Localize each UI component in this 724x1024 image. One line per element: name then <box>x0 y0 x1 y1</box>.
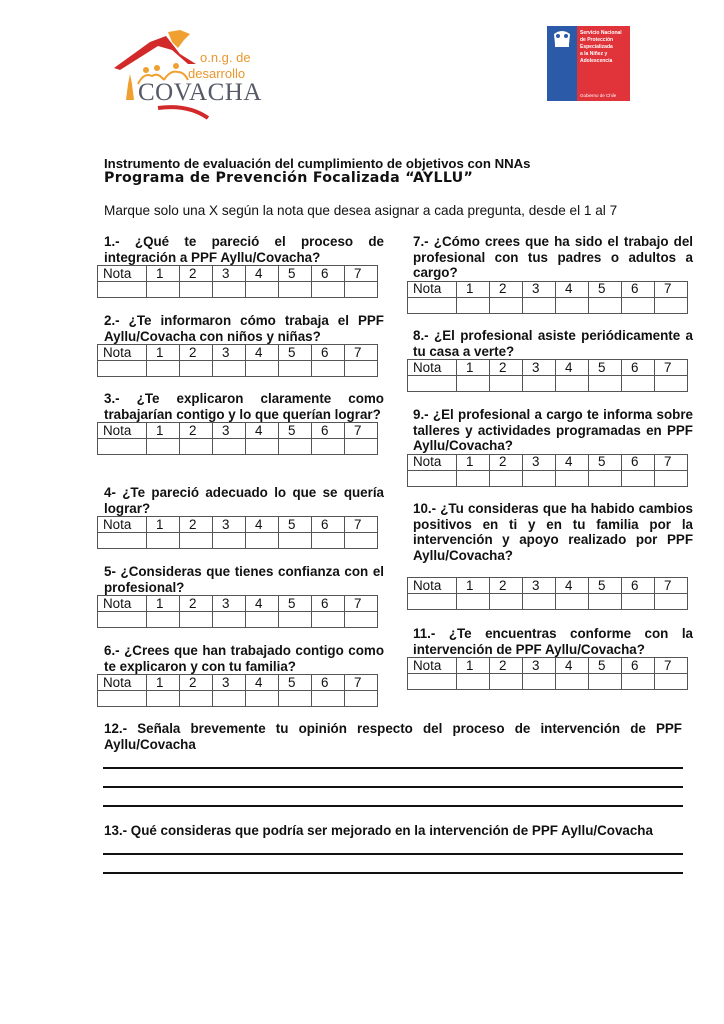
question-text: 3.- ¿Te explicaron claramente como trabajarían contigo y lo que querían lograr? <box>104 391 384 422</box>
mark-cell-1[interactable] <box>147 439 180 455</box>
question-3 <box>104 391 384 455</box>
mark-cell-1[interactable] <box>457 376 490 392</box>
grade-table <box>407 454 688 487</box>
grade-header-row <box>98 266 378 282</box>
grade-label-1: 1 <box>147 266 180 282</box>
mark-cell-3[interactable] <box>523 470 556 486</box>
grade-label-6: 6 <box>622 360 655 376</box>
svg-text:Servicio Nacional: Servicio Nacional <box>580 30 622 36</box>
mark-cell-empty <box>98 439 147 455</box>
svg-text:o.n.g. de: o.n.g. de <box>200 50 251 65</box>
grade-table <box>97 422 378 455</box>
question-text: 2.- ¿Te informaron cómo trabaja el PPF Ayllu/Covacha con niños y niñas? <box>104 313 384 344</box>
mark-cell-1[interactable] <box>457 594 490 610</box>
mark-cell-6[interactable] <box>312 439 345 455</box>
grade-table <box>97 674 378 707</box>
answer-line-12-2[interactable] <box>103 786 683 788</box>
grade-mark-row <box>98 282 378 298</box>
grade-header-row <box>408 454 688 470</box>
question-1 <box>104 234 384 298</box>
mark-cell-7[interactable] <box>655 297 688 313</box>
question-text: 4- ¿Te pareció adecuado lo que se quería lograr? <box>104 485 384 516</box>
grade-label-7: 7 <box>655 658 688 674</box>
mark-cell-2[interactable] <box>490 594 523 610</box>
grade-header-row <box>98 596 378 612</box>
grade-label-6: 6 <box>312 596 345 612</box>
mark-cell-2[interactable] <box>490 376 523 392</box>
svg-text:desarrollo: desarrollo <box>188 66 246 81</box>
nota-label: Nota <box>98 596 147 612</box>
grade-label-3: 3 <box>213 266 246 282</box>
mark-cell-5[interactable] <box>279 282 312 298</box>
grade-label-7: 7 <box>345 675 378 691</box>
mark-cell-empty <box>98 691 147 707</box>
grade-label-3: 3 <box>523 281 556 297</box>
mark-cell-empty <box>408 470 457 486</box>
svg-text:Especializada: Especializada <box>580 44 613 50</box>
answer-line-12-1[interactable] <box>103 767 683 769</box>
question-text: 1.- ¿Qué te pareció el proceso de integración a PPF Ayllu/Covacha? <box>104 234 384 265</box>
grade-label-1: 1 <box>147 423 180 439</box>
grade-label-2: 2 <box>180 596 213 612</box>
mark-cell-5[interactable] <box>589 376 622 392</box>
mark-cell-empty <box>98 533 147 549</box>
mark-cell-empty <box>98 612 147 628</box>
grade-label-3: 3 <box>213 596 246 612</box>
question-10 <box>413 501 693 610</box>
mark-cell-7[interactable] <box>345 612 378 628</box>
grade-label-6: 6 <box>312 266 345 282</box>
mark-cell-7[interactable] <box>655 376 688 392</box>
grade-label-4: 4 <box>246 423 279 439</box>
grade-label-5: 5 <box>279 423 312 439</box>
mark-cell-2[interactable] <box>180 282 213 298</box>
nota-label: Nota <box>98 423 147 439</box>
mark-cell-4[interactable] <box>556 376 589 392</box>
mark-cell-2[interactable] <box>490 674 523 690</box>
grade-label-4: 4 <box>556 360 589 376</box>
grade-label-2: 2 <box>180 345 213 361</box>
mark-cell-3[interactable] <box>213 439 246 455</box>
grade-label-5: 5 <box>589 578 622 594</box>
grade-label-2: 2 <box>180 517 213 533</box>
grade-label-5: 5 <box>279 596 312 612</box>
question-text: 7.- ¿Cómo crees que ha sido el trabajo del profesional con tus padres o adultos a cargo? <box>413 234 693 280</box>
grade-label-7: 7 <box>345 423 378 439</box>
mark-cell-7[interactable] <box>345 691 378 707</box>
grade-table <box>97 595 378 628</box>
svg-text:de Protección: de Protección <box>580 37 614 43</box>
question-9 <box>413 407 693 487</box>
mark-cell-4[interactable] <box>556 297 589 313</box>
question-text: 8.- ¿El profesional asiste periódicamente a tu casa a verte? <box>413 328 693 359</box>
mark-cell-4[interactable] <box>246 612 279 628</box>
mark-cell-7[interactable] <box>655 594 688 610</box>
grade-table <box>97 344 378 377</box>
grade-label-7: 7 <box>345 266 378 282</box>
grade-label-1: 1 <box>147 596 180 612</box>
answer-line-12-3[interactable] <box>103 805 683 807</box>
mark-cell-2[interactable] <box>180 612 213 628</box>
question-6 <box>104 643 384 707</box>
mark-cell-empty <box>408 674 457 690</box>
svg-text:COVACHA: COVACHA <box>138 79 262 106</box>
mark-cell-6[interactable] <box>312 612 345 628</box>
grade-label-4: 4 <box>246 266 279 282</box>
grade-label-2: 2 <box>490 454 523 470</box>
mark-cell-3[interactable] <box>213 691 246 707</box>
answer-line-13-2[interactable] <box>103 872 683 874</box>
mark-cell-empty <box>98 361 147 377</box>
mark-cell-6[interactable] <box>622 470 655 486</box>
mark-cell-7[interactable] <box>345 533 378 549</box>
grade-label-7: 7 <box>345 345 378 361</box>
grade-label-2: 2 <box>180 266 213 282</box>
grade-label-5: 5 <box>279 266 312 282</box>
grade-label-1: 1 <box>457 578 490 594</box>
answer-line-13-1[interactable] <box>103 853 683 855</box>
mark-cell-3[interactable] <box>523 594 556 610</box>
mark-cell-3[interactable] <box>213 612 246 628</box>
grade-header-row <box>408 578 688 594</box>
grade-label-5: 5 <box>279 517 312 533</box>
instructions-text: Marque solo una X según la nota que desea asignar a cada pregunta, desde el 1 al 7 <box>104 203 618 218</box>
mark-cell-3[interactable] <box>213 533 246 549</box>
grade-header-row <box>408 360 688 376</box>
question-11 <box>413 626 693 690</box>
grade-mark-row <box>408 674 688 690</box>
nota-label: Nota <box>408 658 457 674</box>
grade-mark-row <box>408 297 688 313</box>
grade-label-5: 5 <box>589 360 622 376</box>
grade-label-7: 7 <box>655 454 688 470</box>
program-subtitle: Programa de Prevención Focalizada “AYLLU” <box>104 170 474 186</box>
nota-label: Nota <box>408 454 457 470</box>
grade-label-3: 3 <box>213 345 246 361</box>
grade-label-4: 4 <box>556 658 589 674</box>
grade-label-1: 1 <box>457 454 490 470</box>
mark-cell-4[interactable] <box>246 439 279 455</box>
grade-label-1: 1 <box>457 360 490 376</box>
grade-label-2: 2 <box>490 658 523 674</box>
grade-label-1: 1 <box>147 675 180 691</box>
grade-label-2: 2 <box>180 675 213 691</box>
grade-label-4: 4 <box>556 454 589 470</box>
mark-cell-3[interactable] <box>213 282 246 298</box>
grade-mark-row <box>408 594 688 610</box>
question-text: 5- ¿Consideras que tienes confianza con el profesional? <box>104 564 384 595</box>
grade-label-4: 4 <box>556 281 589 297</box>
grade-label-3: 3 <box>213 423 246 439</box>
grade-table <box>97 516 378 549</box>
grade-label-4: 4 <box>246 517 279 533</box>
mark-cell-4[interactable] <box>246 361 279 377</box>
mark-cell-5[interactable] <box>589 470 622 486</box>
grade-label-5: 5 <box>279 345 312 361</box>
question-text: 11.- ¿Te encuentras conforme con la intervención de PPF Ayllu/Covacha? <box>413 626 693 657</box>
grade-mark-row <box>98 361 378 377</box>
grade-label-6: 6 <box>622 454 655 470</box>
mark-cell-4[interactable] <box>556 470 589 486</box>
mark-cell-6[interactable] <box>312 533 345 549</box>
grade-mark-row <box>98 612 378 628</box>
grade-label-2: 2 <box>490 281 523 297</box>
mark-cell-1[interactable] <box>147 612 180 628</box>
question-text: 6.- ¿Crees que han trabajado contigo como te explicaron y con tu familia? <box>104 643 384 674</box>
mark-cell-empty <box>408 376 457 392</box>
grade-label-7: 7 <box>655 578 688 594</box>
question-12 <box>104 721 682 753</box>
grade-header-row <box>98 517 378 533</box>
question-2 <box>104 313 384 377</box>
mark-cell-2[interactable] <box>180 691 213 707</box>
mark-cell-6[interactable] <box>622 674 655 690</box>
grade-label-6: 6 <box>622 658 655 674</box>
question-7 <box>413 234 693 314</box>
grade-header-row <box>408 281 688 297</box>
mark-cell-6[interactable] <box>622 594 655 610</box>
grade-label-6: 6 <box>312 423 345 439</box>
grade-label-3: 3 <box>213 517 246 533</box>
grade-label-3: 3 <box>523 578 556 594</box>
svg-text:Gobierno de Chile: Gobierno de Chile <box>580 93 617 98</box>
grade-header-row <box>98 345 378 361</box>
grade-label-6: 6 <box>312 517 345 533</box>
mark-cell-6[interactable] <box>312 691 345 707</box>
mark-cell-7[interactable] <box>345 439 378 455</box>
grade-label-1: 1 <box>457 658 490 674</box>
mark-cell-2[interactable] <box>180 361 213 377</box>
grade-header-row <box>408 658 688 674</box>
grade-mark-row <box>98 533 378 549</box>
mark-cell-2[interactable] <box>490 470 523 486</box>
mark-cell-5[interactable] <box>279 361 312 377</box>
mark-cell-7[interactable] <box>655 470 688 486</box>
mark-cell-6[interactable] <box>622 376 655 392</box>
grade-label-2: 2 <box>490 360 523 376</box>
nota-label: Nota <box>408 281 457 297</box>
grade-label-7: 7 <box>345 517 378 533</box>
mark-cell-1[interactable] <box>147 533 180 549</box>
grade-label-4: 4 <box>246 675 279 691</box>
grade-label-1: 1 <box>457 281 490 297</box>
grade-label-6: 6 <box>622 281 655 297</box>
nota-label: Nota <box>408 360 457 376</box>
grade-label-6: 6 <box>312 675 345 691</box>
grade-label-2: 2 <box>180 423 213 439</box>
svg-text:a la Niñez y: a la Niñez y <box>580 51 608 57</box>
mark-cell-3[interactable] <box>523 674 556 690</box>
grade-table <box>407 657 688 690</box>
mark-cell-5[interactable] <box>279 439 312 455</box>
mark-cell-1[interactable] <box>147 691 180 707</box>
mark-cell-6[interactable] <box>312 361 345 377</box>
grade-label-5: 5 <box>589 658 622 674</box>
grade-label-4: 4 <box>246 596 279 612</box>
question-4 <box>104 485 384 549</box>
grade-table <box>407 359 688 392</box>
grade-label-5: 5 <box>589 281 622 297</box>
mark-cell-4[interactable] <box>246 691 279 707</box>
mark-cell-2[interactable] <box>180 533 213 549</box>
mark-cell-1[interactable] <box>457 470 490 486</box>
grade-label-7: 7 <box>655 281 688 297</box>
mark-cell-4[interactable] <box>556 674 589 690</box>
mark-cell-1[interactable] <box>457 297 490 313</box>
mark-cell-2[interactable] <box>490 297 523 313</box>
mark-cell-1[interactable] <box>147 361 180 377</box>
grade-mark-row <box>98 439 378 455</box>
mark-cell-6[interactable] <box>622 297 655 313</box>
nota-label: Nota <box>98 517 147 533</box>
mark-cell-5[interactable] <box>279 612 312 628</box>
grade-label-5: 5 <box>279 675 312 691</box>
mark-cell-7[interactable] <box>345 282 378 298</box>
question-5 <box>104 564 384 628</box>
mark-cell-5[interactable] <box>279 533 312 549</box>
grade-label-6: 6 <box>312 345 345 361</box>
grade-label-3: 3 <box>523 360 556 376</box>
mark-cell-empty <box>408 594 457 610</box>
svg-text:Adolescencia: Adolescencia <box>580 58 613 64</box>
mark-cell-empty <box>98 282 147 298</box>
grade-label-3: 3 <box>213 675 246 691</box>
grade-label-2: 2 <box>490 578 523 594</box>
covacha-house-icon <box>108 28 278 120</box>
grade-label-1: 1 <box>147 345 180 361</box>
document-title: Instrumento de evaluación del cumplimiento de objetivos con NNAs <box>104 156 531 171</box>
grade-table <box>407 577 688 610</box>
grade-label-3: 3 <box>523 454 556 470</box>
grade-label-6: 6 <box>622 578 655 594</box>
covacha-logo <box>108 28 278 120</box>
mark-cell-5[interactable] <box>589 674 622 690</box>
mark-cell-7[interactable] <box>655 674 688 690</box>
question-text: 10.- ¿Tu consideras que ha habido cambios positivos en ti y en tu familia por la intervención y apoyo realizado por PPF Ayllu/Covacha? <box>413 501 693 563</box>
grade-header-row <box>98 675 378 691</box>
mark-cell-empty <box>408 297 457 313</box>
grade-label-4: 4 <box>246 345 279 361</box>
grade-table <box>97 265 378 298</box>
grade-label-5: 5 <box>589 454 622 470</box>
grade-mark-row <box>98 691 378 707</box>
grade-label-7: 7 <box>655 360 688 376</box>
coat-of-arms-icon <box>547 26 630 101</box>
grade-label-3: 3 <box>523 658 556 674</box>
grade-label-7: 7 <box>345 596 378 612</box>
question-text: 9.- ¿El profesional a cargo te informa sobre talleres y actividades programadas en PPF Ayllu/Covacha? <box>413 407 693 453</box>
gobierno-chile-logo <box>547 26 630 101</box>
mark-cell-4[interactable] <box>556 594 589 610</box>
mark-cell-7[interactable] <box>345 361 378 377</box>
nota-label: Nota <box>98 345 147 361</box>
mark-cell-4[interactable] <box>246 282 279 298</box>
mark-cell-5[interactable] <box>279 691 312 707</box>
question-8 <box>413 328 693 392</box>
mark-cell-3[interactable] <box>213 361 246 377</box>
nota-label: Nota <box>408 578 457 594</box>
grade-label-1: 1 <box>147 517 180 533</box>
mark-cell-5[interactable] <box>589 594 622 610</box>
grade-table <box>407 281 688 314</box>
nota-label: Nota <box>98 266 147 282</box>
question-text: 13.- Qué consideras que podría ser mejorado en la intervención de PPF Ayllu/Covacha <box>104 823 653 838</box>
grade-mark-row <box>408 376 688 392</box>
mark-cell-6[interactable] <box>312 282 345 298</box>
mark-cell-3[interactable] <box>523 297 556 313</box>
mark-cell-4[interactable] <box>246 533 279 549</box>
mark-cell-5[interactable] <box>589 297 622 313</box>
mark-cell-3[interactable] <box>523 376 556 392</box>
grade-label-4: 4 <box>556 578 589 594</box>
question-13 <box>104 823 682 839</box>
mark-cell-1[interactable] <box>147 282 180 298</box>
mark-cell-2[interactable] <box>180 439 213 455</box>
mark-cell-1[interactable] <box>457 674 490 690</box>
question-text: 12.- Señala brevemente tu opinión respecto del proceso de intervención de PPF Ayllu/Covacha <box>104 721 682 752</box>
grade-header-row <box>98 423 378 439</box>
nota-label: Nota <box>98 675 147 691</box>
grade-mark-row <box>408 470 688 486</box>
